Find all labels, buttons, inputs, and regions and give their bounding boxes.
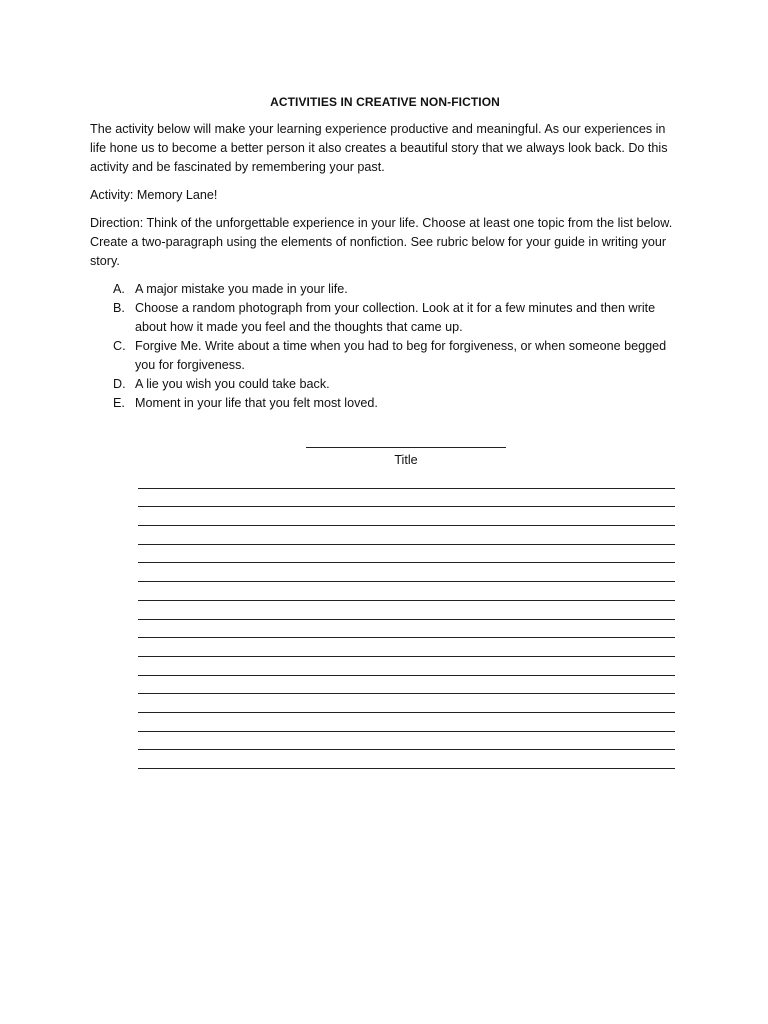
writing-line [138, 713, 675, 732]
document-title: ACTIVITIES IN CREATIVE NON-FICTION [270, 95, 500, 109]
option-letter: A. [113, 282, 125, 296]
option-text: A major mistake you made in your life. [135, 282, 348, 296]
option-letter: C. [113, 339, 126, 353]
direction-paragraph: Direction: Think of the unforgettable experience in your life. Choose at least one topic from the list below. Create a two-paragraph using the elements of nonfiction. See rubric below for your guide in writing your story. [90, 216, 673, 268]
writing-line [138, 732, 675, 751]
writing-line [138, 750, 675, 769]
writing-line [138, 582, 675, 601]
topic-options-list [90, 280, 680, 413]
writing-line [138, 507, 675, 526]
option-text: Choose a random photograph from your collection. Look at it for a few minutes and then write about how it made you feel and the thoughts that came up. [135, 301, 656, 334]
title-blank-line [306, 434, 506, 448]
intro-paragraph: The activity below will make your learning experience productive and meaningful. As our experiences in life hone us to become a better person it also creates a beautiful story that we always look back. Do this activity and be fascinated by remembering your past. [90, 122, 668, 174]
option-letter: D. [113, 377, 126, 391]
writing-line [138, 657, 675, 676]
writing-line [138, 489, 675, 508]
writing-line [138, 563, 675, 582]
writing-line [138, 638, 675, 657]
list-item [90, 299, 680, 337]
option-text: Forgive Me. Write about a time when you had to beg for forgiveness, or when someone begged you for forgiveness. [135, 339, 667, 372]
writing-line [138, 694, 675, 713]
writing-line [138, 676, 675, 695]
list-item [90, 375, 680, 394]
writing-line [138, 470, 675, 489]
list-item [90, 337, 680, 375]
list-item [90, 280, 680, 299]
writing-line [138, 601, 675, 620]
writing-line [138, 526, 675, 545]
option-letter: B. [113, 301, 125, 315]
writing-line [138, 620, 675, 639]
writing-lines [138, 470, 675, 769]
document-content [90, 94, 680, 413]
list-item [90, 394, 680, 413]
activity-line: Activity: Memory Lane! [90, 188, 218, 202]
story-title-block [306, 434, 506, 469]
title-label: Title [394, 453, 418, 467]
option-letter: E. [113, 396, 125, 410]
option-text: A lie you wish you could take back. [135, 377, 330, 391]
writing-line [138, 545, 675, 564]
option-text: Moment in your life that you felt most loved. [135, 396, 378, 410]
